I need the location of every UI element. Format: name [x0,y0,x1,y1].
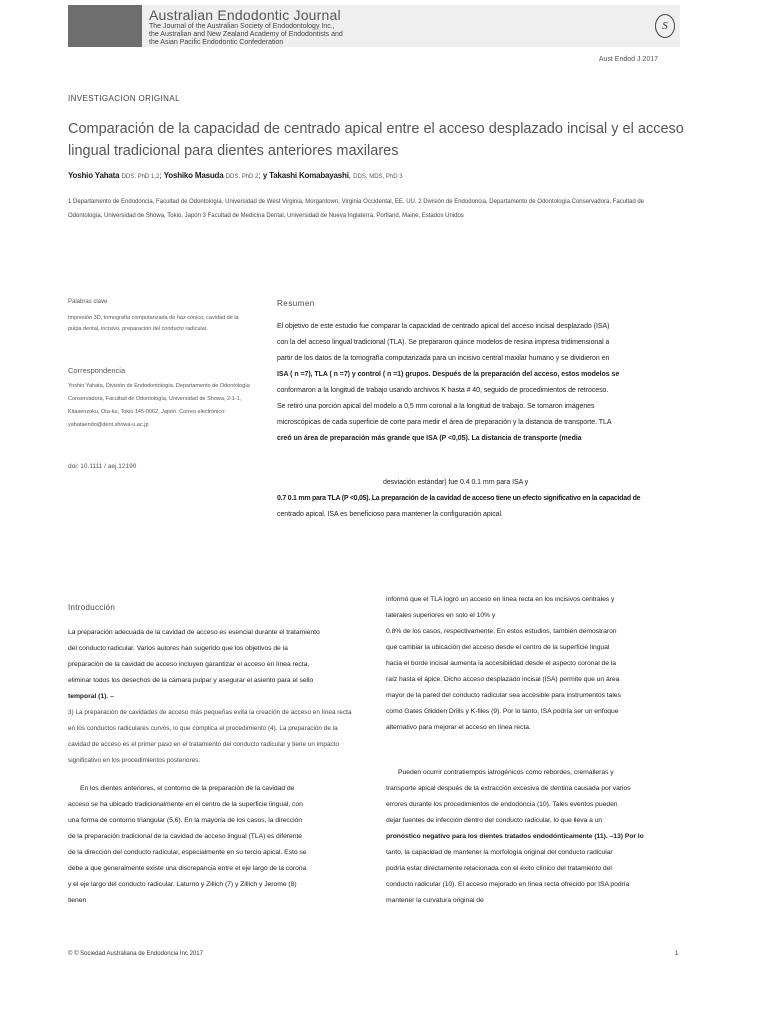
journal-subtitle-line: the Australian and New Zealand Academy of Endodontists and [149,31,343,38]
body-line: Pueden ocurrir contratiempos iatrogénicos como rebordes, cremalleras y [398,769,614,776]
body-line: informó que el TLA logró un acceso en línea recta en los incisivos centrales y [386,596,615,603]
body-line: podría estar directamente relacionada con el éxito clínico del tratamiento del [386,865,612,872]
abstract-line: centrado apical. ISA es beneficioso para mantener la configuración apical. [277,511,503,518]
banner-cover-block [68,5,142,47]
body-line: tanto, la capacidad de mantener la morfología original del conducto radicular [386,849,613,856]
author-degree: DDS, PhD 1,2 [121,174,160,180]
body-line: transporte apical después de la extracción excesiva de dentina causada por varios [386,785,631,792]
society-logo-icon: S [655,14,675,38]
journal-banner [68,5,680,47]
body-line: errores durante los procedimientos de endodoncia (10). Tales eventos pueden [386,801,618,808]
author-name: y Takashi Komabayashi [262,171,349,180]
body-line: La preparación adecuada de la cavidad de acceso es esencial durante el tratamiento [68,629,320,636]
body-line: acceso se ha ubicado tradicionalmente en el centro de la superficie lingual, con [68,801,303,808]
body-line: mayor de la pared del conducto radicular sea accesible para instrumentos tales [386,692,621,699]
body-line: En los dientes anteriores, el contorno de la preparación de la cavidad de [80,785,295,792]
body-line: pronóstico negativo para los dientes tratados endodónticamente (11). –13) Por lo [386,833,644,840]
correspondence-label: Correspondencia [68,366,126,375]
body-line: una forma de contorno triangular (5,6). En la mayoría de los casos, la dirección [68,817,303,824]
intro-paragraph: 3) La preparación de cavidades de acceso más pequeñas evita la creación de acceso en línea recta en los conductos radiculares curvos, lo que complica el procedimiento (4). La preparación de la cavidad de acceso es el primer paso en el tratamiento del conducto radicular y tiene un impacto significativo en los procedimientos posteriores. [68,709,352,764]
abstract-line: 0.7 0.1 mm para TLA (P <0,05). La preparación de la cavidad de acceso tiene un efecto significativo en la capacidad de [277,495,641,502]
abstract-line: creó un área de preparación más grande que ISA (P <0,05). La distancia de transporte (media [277,435,582,442]
banner-text-block [142,5,650,47]
body-line: dejar fuentes de infección dentro del conducto radicular, lo que lleva a un [386,817,603,824]
intro-heading: Introducción [68,603,116,612]
citation: Aust Endod J 2017 [598,56,658,63]
journal-subtitle-line: The Journal of the Australian Society of Endodontology Inc., [149,23,335,30]
body-line: 0.8% de los casos, respectivamente. En estos estudios, también demostraron [386,628,617,635]
body-line: y el eje largo del conducto radicular. Laturno y Zillich (7) y Zillich y Jerome (8) [68,881,297,888]
abstract-line: ISA ( n =7), TLA ( n =7) y control ( n =1) grupos. Después de la preparación del acceso, estos modelos se [277,371,620,378]
author-degree: DDS, MDS, PhD 3 [353,174,403,180]
body-line: hacia el borde incisal aumenta la accesibilidad desde el aspecto coronal de la [386,660,616,667]
body-line: como Gates Glidden Drills y K-files (9). Por lo tanto, ISA podría ser un enfoque [386,708,619,715]
body-line: de la dirección del conducto radicular, especialmente en su tercio apical. Esto se [68,849,307,856]
article-title: Comparación de la capacidad de centrado apical entre el acceso desplazado incisal y el acceso lingual tradicional para dientes anteriores maxilares [68,121,684,159]
keywords-label: Palabras clave [68,299,108,305]
abstract-line: partir de los datos de la tomografía computarizada para un incisivo central maxilar humano y se dividieron en [277,355,610,362]
author-degree: DDS, PhD 2 [225,174,259,180]
body-line: que cambiar la ubicación del acceso desde el centro de la superficie lingual [386,644,610,651]
abstract-line: El objetivo de este estudio fue comparar la capacidad de centrado apical del acceso incisal desplazado (ISA) [277,323,610,330]
footer-copyright: © © Sociedad Australiana de Endodoncia Inc 2017 [68,951,203,957]
body-line: laterales superiores en solo el 10% y [386,612,496,619]
body-line: eliminar todos los desechos de la cámara pulpar y asegurar el asiento para el sello [68,677,314,684]
affiliations: 1 Departamento de Endodoncia, Facultad de Odontología, Universidad de West Virginia, Morgantown, Virginia Occidental, EE. UU. 2 División de Endodoncia, Departamento de Odontología Conservadora, Facultad de Odontología, Universidad de Showa, Tokio, Japón 3 Facultad de Medicina Dental, Universidad de Nueva Inglaterra, Portland, Maine, Estados Unidos [68,199,645,219]
author-list: Yoshio Yahata DDS, PhD 1,2; Yoshiko Masuda DDS, PhD 2; y Takashi Komabayashi, DDS, MDS, PhD 3 [68,171,403,180]
body-line: temporal (1). – [68,693,114,700]
body-line: mantener la curvatura original de [386,897,484,904]
body-line: preparación de la cavidad de acceso incluyen garantizar el acceso en línea recta, [68,661,310,668]
body-line: raíz hasta el ápice. Dicho acceso desplazado incisal (ISA) permite que un área [386,676,620,683]
correspondence-text: Yoshio Yahata, División de Endodontología, Departamento de Odontología Conservadora, Facultad de Odontología, Universidad de Showa, 2-1-1, Kitasenzoku, Ota-ku, Tokio 145-0062, Japón. Correo electrónico: yahataendo@dent.showa-u.ac.jp [68,383,250,428]
abstract-line: microscópicas de cada superficie de corte para medir el área de preparación y la distancia de transporte. TLA [277,419,612,426]
abstract-line: conformaron a la longitud de trabajo usando archivos K hasta # 40, seguido de procedimientos de retroceso. [277,387,609,394]
body-line: de la preparación tradicional de la cavidad de acceso lingual (TLA) es diferente [68,833,303,840]
abstract-line: con la del acceso lingual tradicional (TLA). Se prepararon quince modelos de resina impresa tridimensional a [277,339,610,346]
body-line: alternativo para mejorar el acceso en línea recta. [386,724,531,731]
body-line: debe a que generalmente existe una discrepancia entre el eje largo de la corona [68,865,307,872]
body-line: del conducto radicular. Varios autores han sugerido que los objetivos de la [68,645,288,652]
body-line: conducto radicular (10). El acceso mejorado en línea recta ofrecido por ISA podría [386,881,630,888]
abstract-heading: Resumen [277,299,315,308]
abstract-line: Se retiró una porción apical del modelo a 0,5 mm coronal a la longitud de trabajo. Se tomaron imágenes [277,403,595,410]
doi: doi: 10.1111 / aej.12190 [68,463,137,470]
author-name: Yoshio Yahata [68,171,120,180]
journal-subtitle-line: the Asian Pacific Endodontic Confederation [149,39,284,46]
section-label: INVESTIGACION ORIGINAL [68,94,180,103]
body-line: tienen [68,897,87,904]
keywords-text: Impresión 3D, tomografía computarizada de haz cónico, cavidad de la pulpa dental, incisivo, preparación del conducto radicular. [68,315,239,332]
author-name: Yoshiko Masuda [163,171,224,180]
banner-logo-block [650,5,680,47]
page-number: 1 [675,951,679,957]
abstract-line: desviación estándar) fue 0.4 0.1 mm para ISA y [383,479,529,486]
journal-name: Australian Endodontic Journal [149,7,341,23]
